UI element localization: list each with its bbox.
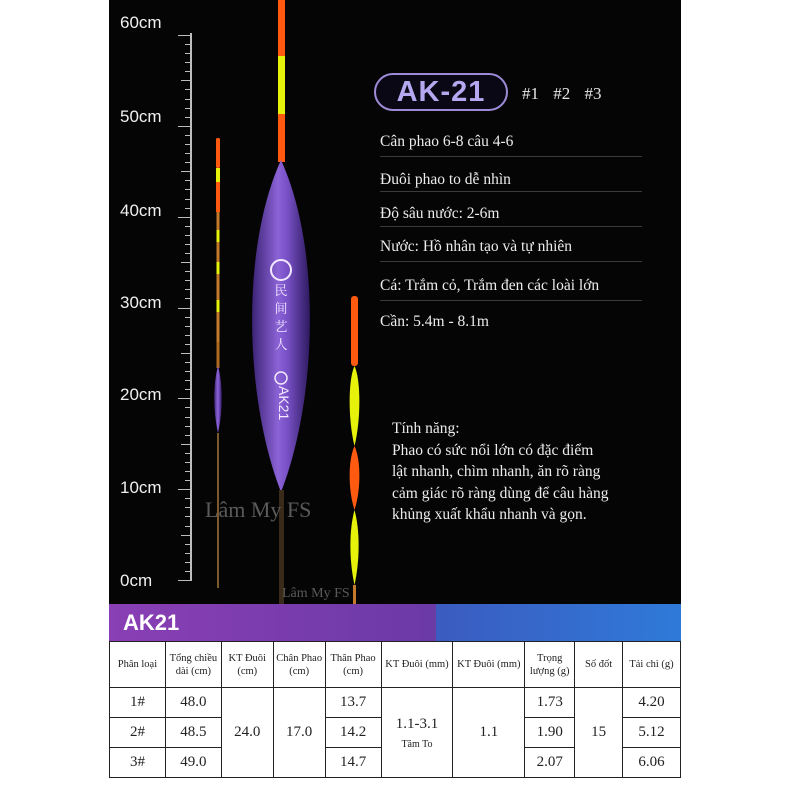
cell-body: 14.2 bbox=[325, 718, 381, 748]
float-body-label: AK21 bbox=[276, 386, 292, 421]
spec-table bbox=[109, 641, 681, 778]
table-header: Chân Phao (cm) bbox=[273, 642, 325, 688]
features-title: Tính năng: bbox=[392, 420, 460, 437]
features-block bbox=[392, 418, 662, 526]
model-title: AK-21 bbox=[374, 73, 508, 111]
ruler-label-40: 40cm bbox=[120, 201, 162, 220]
ruler-label-20: 20cm bbox=[120, 385, 162, 404]
table-header: Trọng lượng (g) bbox=[525, 642, 575, 688]
table-header: KT Đuôi (mm) bbox=[453, 642, 525, 688]
svg-text:民: 民 bbox=[274, 284, 288, 299]
cell-total: 48.0 bbox=[165, 688, 221, 718]
cell-segments: 15 bbox=[575, 688, 623, 778]
spec-line: Nước: Hồ nhân tạo và tự nhiên bbox=[380, 238, 573, 255]
ruler-label-50: 50cm bbox=[120, 107, 162, 126]
ruler-label-0: 0cm bbox=[120, 571, 153, 590]
table-header: Phân loại bbox=[110, 642, 166, 688]
cell-tail-mm bbox=[381, 688, 453, 778]
features-text: Phao có sức nổi lớn có đặc điểm lật nhanh, chìm nhanh, ăn rõ ràng cảm giác rõ ràng dùng để câu hàng khủng xuất khẩu nhanh và gọn. bbox=[392, 441, 609, 523]
cell-weight: 1.90 bbox=[525, 718, 575, 748]
spec-line: Cân phao 6-8 câu 4-6 bbox=[380, 133, 514, 150]
cell-load: 4.20 bbox=[623, 688, 681, 718]
model-banner bbox=[109, 604, 681, 641]
ruler-label-30: 30cm bbox=[120, 293, 162, 312]
variant-labels: #1 #2 #3 bbox=[522, 84, 602, 103]
watermark: Lâm My FS bbox=[205, 497, 312, 522]
svg-text:间: 间 bbox=[274, 302, 288, 317]
spec-line: Cá: Trắm cỏ, Trắm đen các loài lớn bbox=[380, 277, 600, 294]
cell-foot-cm: 17.0 bbox=[273, 688, 325, 778]
tail-mm-note: Tăm To bbox=[401, 738, 433, 750]
cell-tail-mm2: 1.1 bbox=[453, 688, 525, 778]
watermark-small: Lâm My FS bbox=[282, 586, 350, 601]
table-header: Tổng chiều dài (cm) bbox=[165, 642, 221, 688]
cell-body: 14.7 bbox=[325, 748, 381, 778]
ruler-label-60: 60cm bbox=[120, 13, 162, 32]
ruler-label-10: 10cm bbox=[120, 478, 162, 497]
spec-line: Đuôi phao to dễ nhìn bbox=[380, 171, 511, 188]
svg-text:人: 人 bbox=[274, 338, 288, 353]
table-row bbox=[110, 688, 681, 718]
cell-load: 6.06 bbox=[623, 748, 681, 778]
cell-type: 2# bbox=[110, 718, 166, 748]
table-header: Thân Phao (cm) bbox=[325, 642, 381, 688]
cell-weight: 1.73 bbox=[525, 688, 575, 718]
table-header: Số đốt bbox=[575, 642, 623, 688]
cell-type: 3# bbox=[110, 748, 166, 778]
cell-tail-cm: 24.0 bbox=[221, 688, 273, 778]
cell-weight: 2.07 bbox=[525, 748, 575, 778]
spec-line: Cần: 5.4m - 8.1m bbox=[380, 313, 489, 330]
cell-total: 48.5 bbox=[165, 718, 221, 748]
cell-total: 49.0 bbox=[165, 748, 221, 778]
table-header: Tải chì (g) bbox=[623, 642, 681, 688]
banner-title: AK21 bbox=[123, 610, 180, 635]
cell-load: 5.12 bbox=[623, 718, 681, 748]
table-header: KT Đuôi (mm) bbox=[381, 642, 453, 688]
float-tip-closeup bbox=[350, 296, 360, 604]
cell-type: 1# bbox=[110, 688, 166, 718]
table-header: KT Đuôi (cm) bbox=[221, 642, 273, 688]
table-header-row bbox=[110, 642, 681, 688]
cell-body: 13.7 bbox=[325, 688, 381, 718]
tail-mm-value: 1.1-3.1 bbox=[395, 715, 439, 732]
svg-text:艺: 艺 bbox=[274, 320, 288, 335]
spec-line: Độ sâu nước: 2-6m bbox=[380, 205, 500, 222]
